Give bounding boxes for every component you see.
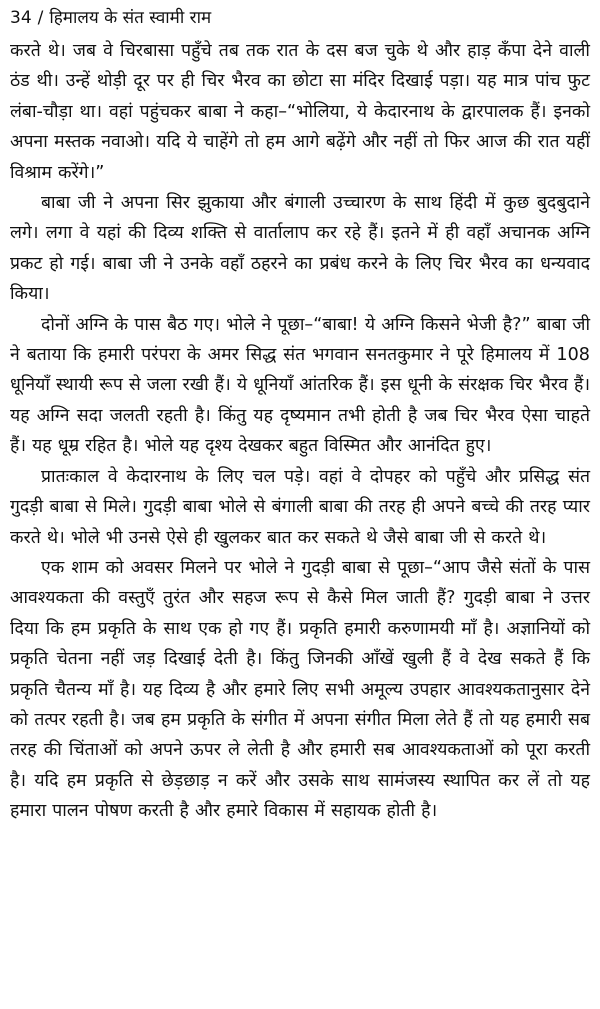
- book-title: हिमालय के संत स्वामी राम: [49, 8, 212, 28]
- running-head: [10, 6, 590, 36]
- page-number: 34: [10, 8, 32, 28]
- paragraph: बाबा जी ने अपना सिर झुकाया और बंगाली उच्चारण के साथ हिंदी में कुछ बुदबुदाने लगे। लगा वे यहां की दिव्य शक्ति से वार्तालाप कर रहे हैं। इतने में ही वहाँ अचानक अग्नि प्रकट हो गई। बाबा जी ने उनके वहाँ ठहरने का प्रबंध करने के लिए चिर भैरव का धन्यवाद किया।: [10, 193, 590, 305]
- paragraph: दोनों अग्नि के पास बैठ गए। भोले ने पूछा–“बाबा! ये अग्नि किसने भेजी है?” बाबा जी ने बताया कि हमारी परंपरा के अमर सिद्ध संत भगवान सनतकुमार ने पूरे हिमालय में 108 धूनियाँ स्थायी रूप से जला रखी हैं। ये धूनियाँ आंतरिक हैं। इस धूनी के संरक्षक चिर भैरव हैं। यह अग्नि सदा जलती रहती है। किंतु यह दृष्यमान तभी होती है जब चिर भैरव ऐसा चाहते हैं। यह धूम्र रहित है। भोले यह दृश्य देखकर बहुत विस्मित और आनंदित हुए।: [10, 314, 590, 457]
- paragraph: प्रातःकाल वे केदारनाथ के लिए चल पड़े। वहां वे दोपहर को पहुँचे और प्रसिद्ध संत गुदड़ी बाबा से मिले। गुदड़ी बाबा भोले से बंगाली बाबा की तरह ही अपने बच्चे की तरह प्यार करते थे। भोले भी उनसे ऐसे ही खुलकर बात कर सकते थे जैसे बाबा जी से करते थे।: [10, 466, 590, 548]
- body-text: [10, 36, 590, 827]
- paragraph-continuation: करते थे। जब वे चिरबासा पहुँचे तब तक रात के दस बज चुके थे और हाड़ कँपा देने वाली ठंड थी। उन्हें थोड़ी दूर पर ही चिर भैरव का छोटा सा मंदिर दिखाई पड़ा। यह मात्र पांच फुट लंबा-चौड़ा था। वहां पहुंचकर बाबा ने कहा–“भोलिया, ये केदारनाथ के द्वारपालक हैं। इनको अपना मस्तक नवाओ। यदि ये चाहेंगे तो हम आगे बढ़ेंगे और नहीं तो फिर आज की रात यहीं विश्राम करेंगे।”: [10, 41, 590, 183]
- paragraph: एक शाम को अवसर मिलने पर भोले ने गुदड़ी बाबा से पूछा–“आप जैसे संतों के पास आवश्यकता की वस्तुएँ तुरंत और सहज रूप से कैसे मिल जाती हैं? गुदड़ी बाबा ने उत्तर दिया कि हम प्रकृति के साथ एक हो गए हैं। प्रकृति हमारी करुणामयी माँ है। अज्ञानियों को प्रकृति चेतना नहीं जड़ दिखाई देती है। किंतु जिनकी आँखें खुली हैं वे देख सकते हैं कि प्रकृति चैतन्य माँ है। यह दिव्य है और हमारे लिए सभी अमूल्य उपहार आवश्यकतानुसार देने को तत्पर रहती है। जब हम प्रकृति के संगीत में अपना संगीत मिला लेते हैं तो यह हमारी सब तरह की चिंताओं को अपने ऊपर ले लेती है और हमारी सब आवश्यकताओं को पूरा करती है। यदि हम प्रकृति से छेड़छाड़ न करें और उसके साथ सामंजस्य स्थापित कर लें तो यह हमारा पालन पोषण करती है और हमारे विकास में सहायक होती है।: [10, 557, 590, 822]
- header-separator: /: [37, 8, 44, 28]
